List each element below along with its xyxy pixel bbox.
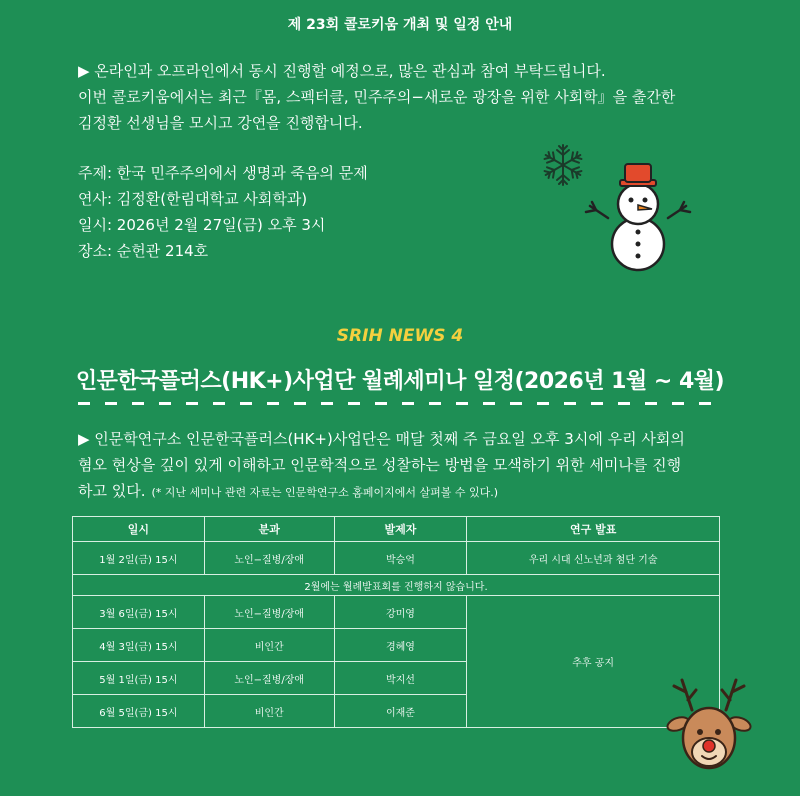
cell-division: 노인−질병/장애: [204, 596, 334, 629]
intro-line: ▶ 온라인과 오프라인에서 동시 진행할 예정으로, 많은 관심과 참여 부탁드립니다.: [78, 62, 606, 80]
cell-division: 비인간: [204, 629, 334, 662]
cell-presenter: 경혜영: [334, 629, 467, 662]
cell-date: 5월 1일(금) 15시: [73, 662, 205, 695]
cell-division: 비인간: [204, 695, 334, 728]
notice-row: [73, 575, 720, 596]
header-topic: 연구 발표: [467, 517, 720, 542]
detail-date: 일시: 2026년 2월 27일(금) 오후 3시: [78, 216, 326, 234]
seminar-schedule-table: [72, 516, 720, 728]
intro-line: 이번 콜로키움에서는 최근『몸, 스펙터클, 민주주의−새로운 광장을 위한 사회학』을 출간한: [78, 88, 676, 106]
cell-date: 3월 6일(금) 15시: [73, 596, 205, 629]
detail-speaker: 연사: 김정환(한림대학교 사회학과): [78, 190, 308, 208]
notice-cell: 2월에는 월례발표회를 진행하지 않습니다.: [73, 575, 720, 596]
snowman-icon: [582, 160, 694, 272]
cell-date: 6월 5일(금) 15시: [73, 695, 205, 728]
header-date: 일시: [73, 517, 205, 542]
cell-division: 노인−질병/장애: [204, 542, 334, 575]
colloquium-title: 제 23회 콜로키움 개최 및 일정 안내: [287, 17, 513, 33]
table-row: [73, 542, 720, 575]
cell-topic: 우리 시대 신노년과 첨단 기술: [467, 542, 720, 575]
cell-presenter: 박지선: [334, 662, 467, 695]
snowflake-icon: [538, 140, 588, 190]
cell-presenter: 강미영: [334, 596, 467, 629]
table-header-row: [73, 517, 720, 542]
cell-date: 4월 3일(금) 15시: [73, 629, 205, 662]
colloquium-intro: [78, 58, 738, 136]
colloquium-details: [78, 160, 368, 264]
header-division: 분과: [204, 517, 334, 542]
cell-presenter: 박승억: [334, 542, 467, 575]
seminar-description: [78, 426, 738, 506]
cell-topic-tba: 추후 공지: [467, 596, 720, 728]
archive-note: (* 지난 세미나 관련 자료는 인문학연구소 홈페이지에서 살펴볼 수 있다.): [151, 486, 499, 499]
intro-line: 김정환 선생님을 모시고 강연을 진행합니다.: [78, 114, 363, 132]
description-line: 혐오 현상을 깊이 있게 이해하고 인문학적으로 성찰하는 방법을 모색하기 위한 세미나를 진행: [78, 456, 682, 474]
seminar-title: 인문한국플러스(HK+)사업단 월례세미나 일정(2026년 1월 ~ 4월): [75, 369, 725, 394]
table-row: [73, 596, 720, 629]
header-presenter: 발제자: [334, 517, 467, 542]
reindeer-icon: [664, 676, 754, 776]
detail-venue: 장소: 순헌관 214호: [78, 242, 209, 260]
news-label: SRIH NEWS 4: [336, 326, 464, 346]
detail-topic: 주제: 한국 민주주의에서 생명과 죽음의 문제: [78, 164, 368, 182]
dashed-divider: [78, 402, 720, 405]
cell-date: 1월 2일(금) 15시: [73, 542, 205, 575]
description-line: ▶ 인문학연구소 인문한국플러스(HK+)사업단은 매달 첫째 주 금요일 오후 3시에 우리 사회의: [78, 430, 685, 448]
cell-presenter: 이재준: [334, 695, 467, 728]
description-line: 하고 있다.: [78, 482, 146, 500]
cell-division: 노인−질병/장애: [204, 662, 334, 695]
